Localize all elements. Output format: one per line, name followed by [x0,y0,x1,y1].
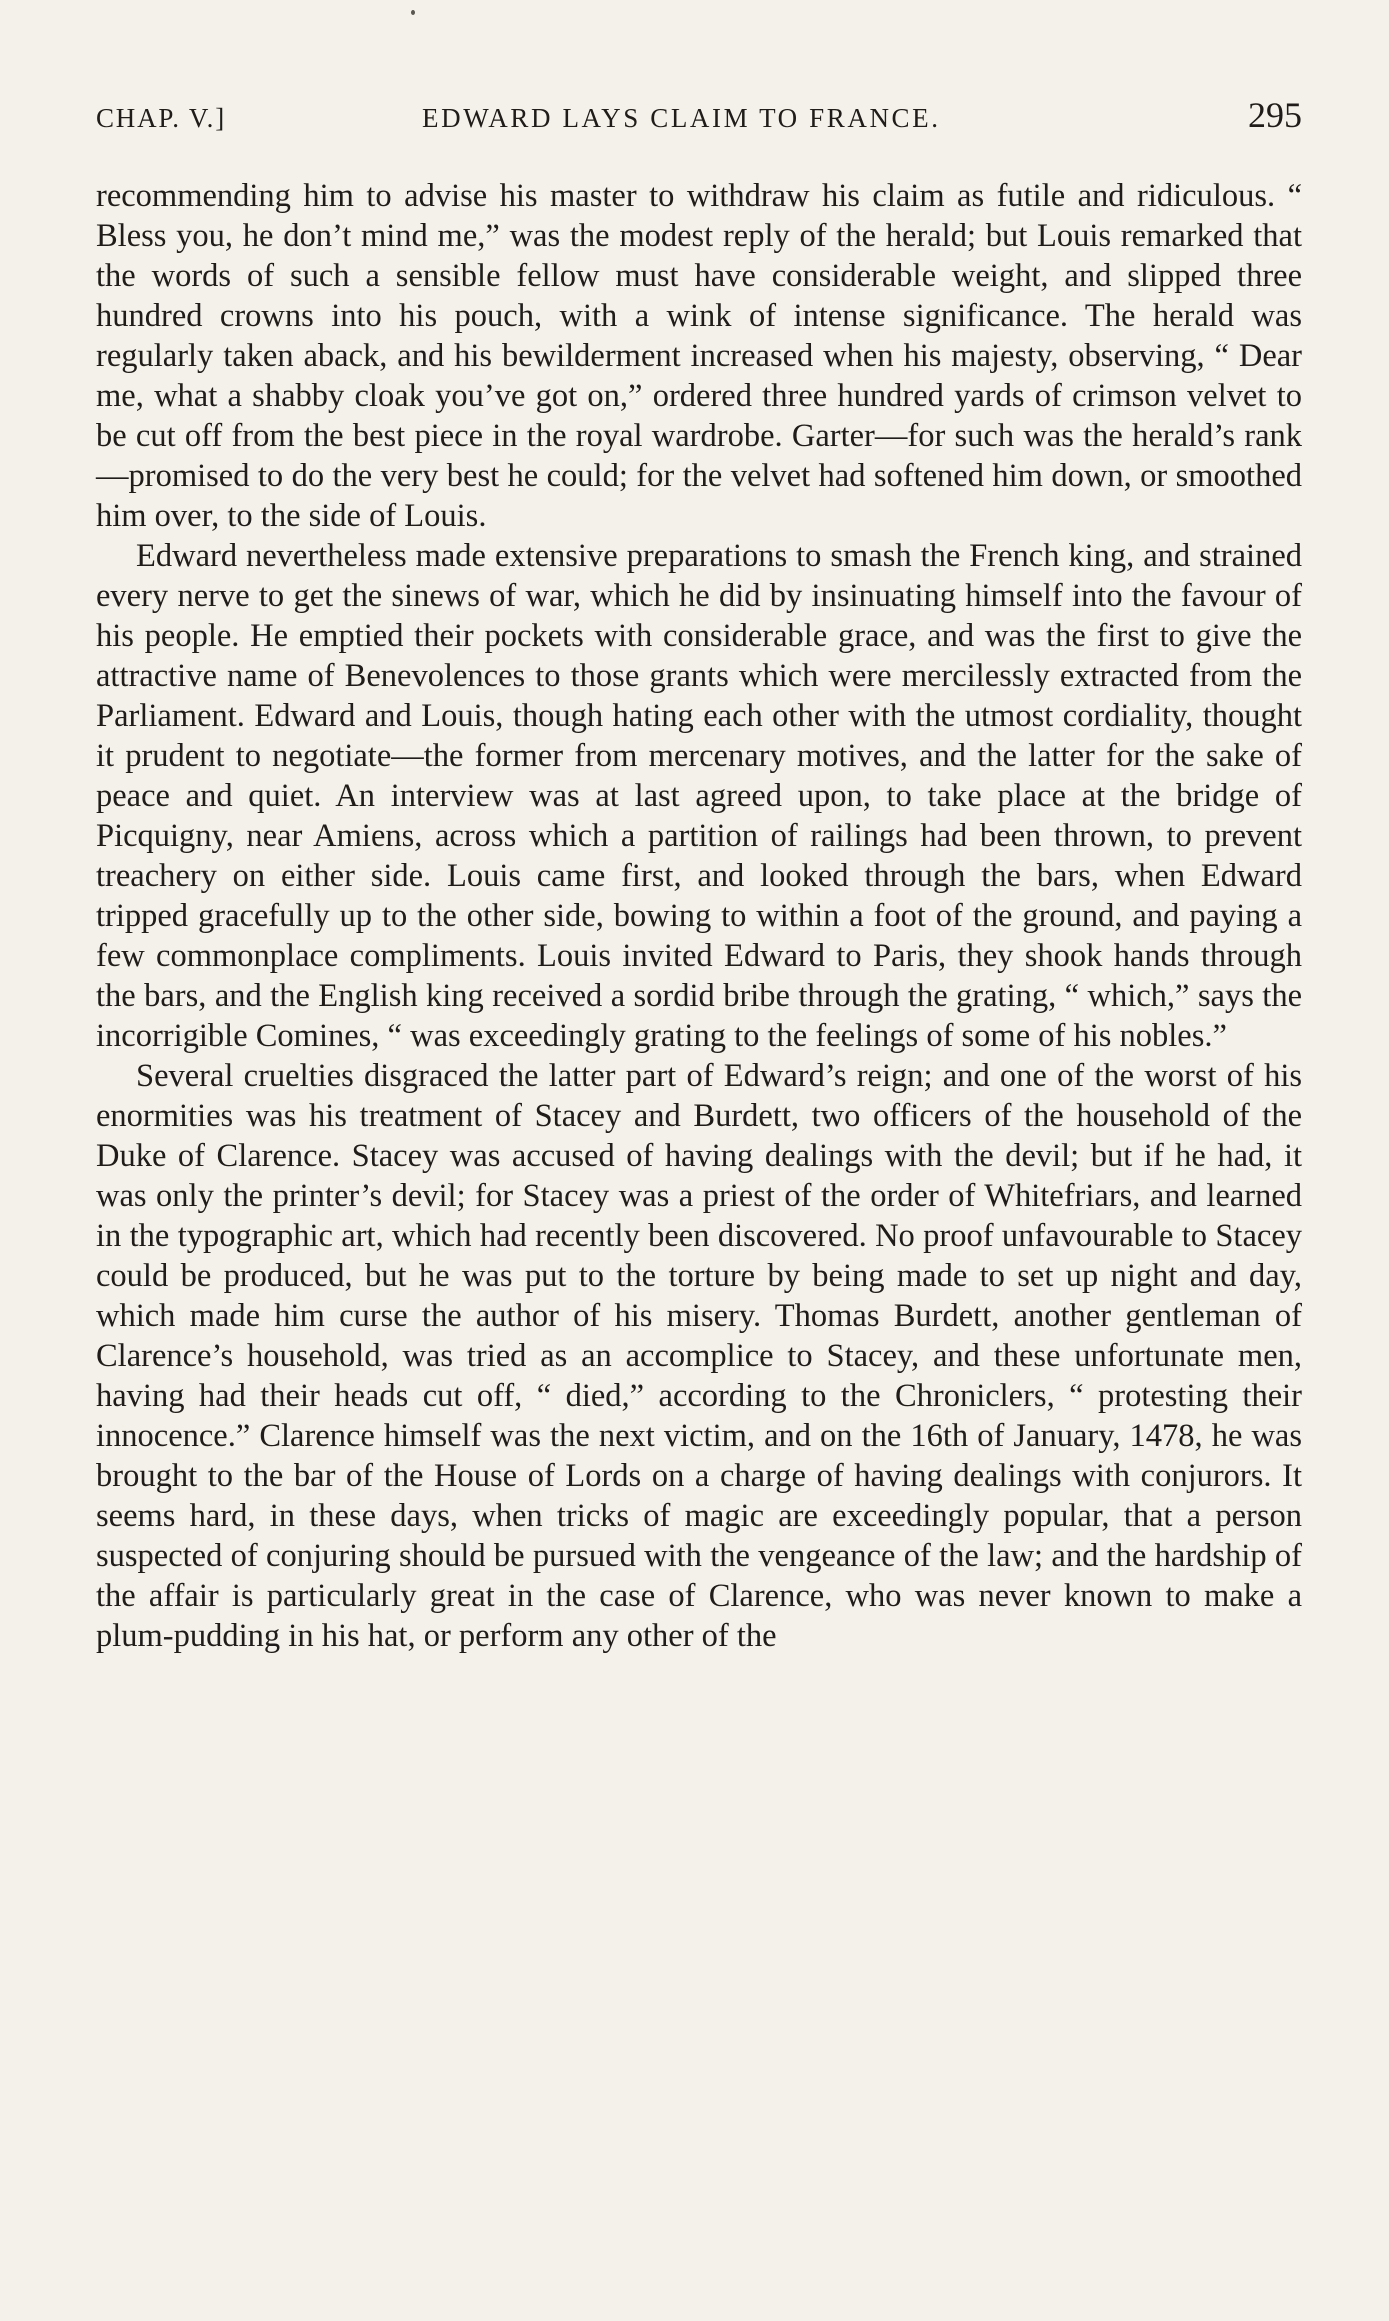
running-title: EDWARD LAYS CLAIM TO FRANCE. [422,103,941,133]
running-header [96,94,1302,146]
chapter-label: CHAP. V.] [96,103,227,133]
body-text [96,176,1302,1656]
paragraph-edward-preparations: Edward nevertheless made extensive preparations to smash the French king, and strained every nerve to get the sinews of war, which he did by insinuating himself into the favour of his people. He emptied their pockets with considerable grace, and was the first to give the attractive name of Benevolences to those grants which were mercilessly extracted from the Parliament. Edward and Louis, though hating each other with the utmost cordiality, thought it prudent to negotiate—the former from mercenary motives, and the latter for the sake of peace and quiet. An interview was at last agreed upon, to take place at the bridge of Picquigny, near Amiens, across which a partition of railings had been thrown, to prevent treachery on either side. Louis came first, and looked through the bars, when Edward tripped gracefully up to the other side, bowing to within a foot of the ground, and paying a few commonplace compliments. Louis invited Edward to Paris, they shook hands through the bars, and the English king received a sordid bribe through the grating, “ which,” says the incorrigible Comines, “ was exceedingly grating to the feelings of some of his nobles.” [96,538,1302,1054]
paragraph-continued: recommending him to advise his master to withdraw his claim as futile and ridiculous. “ Bless you, he don’t mind me,” was the modest reply of the herald; but Louis remarked that the words of such a sensible fellow must have considerable weight, and slipped three hundred crowns into his pouch, with a wink of intense significance. The herald was regularly taken aback, and his bewilderment increased when his majesty, observing, “ Dear me, what a shabby cloak you’ve got on,” ordered three hundred yards of crimson velvet to be cut off from the best piece in the royal wardrobe. Garter—for such was the herald’s rank—promised to do the very best he could; for the velvet had softened him down, or smoothed him over, to the side of Louis. [96,178,1302,534]
page-number: 295 [1248,95,1302,135]
paragraph-cruelties: Several cruelties disgraced the latter part of Edward’s reign; and one of the worst of his enormities was his treatment of Stacey and Burdett, two officers of the household of the Duke of Clarence. Stacey was accused of having dealings with the devil; but if he had, it was only the printer’s devil; for Stacey was a priest of the order of Whitefriars, and learned in the typographic art, which had recently been discovered. No proof unfavourable to Stacey could be produced, but he was put to the torture by being made to set up night and day, which made him curse the author of his misery. Thomas Burdett, another gentleman of Clarence’s household, was tried as an accomplice to Stacey, and these unfortunate men, having had their heads cut off, “ died,” according to the Chroniclers, “ protesting their innocence.” Clarence himself was the next victim, and on the 16th of January, 1478, he was brought to the bar of the House of Lords on a charge of having dealings with conjurors. It seems hard, in these days, when tricks of magic are exceedingly popular, that a person suspected of conjuring should be pursued with the vengeance of the law; and the hardship of the affair is particularly great in the case of Clarence, who was never known to make a plum-pudding in his hat, or perform any other of the [96,1058,1302,1654]
ink-speck [411,10,415,15]
